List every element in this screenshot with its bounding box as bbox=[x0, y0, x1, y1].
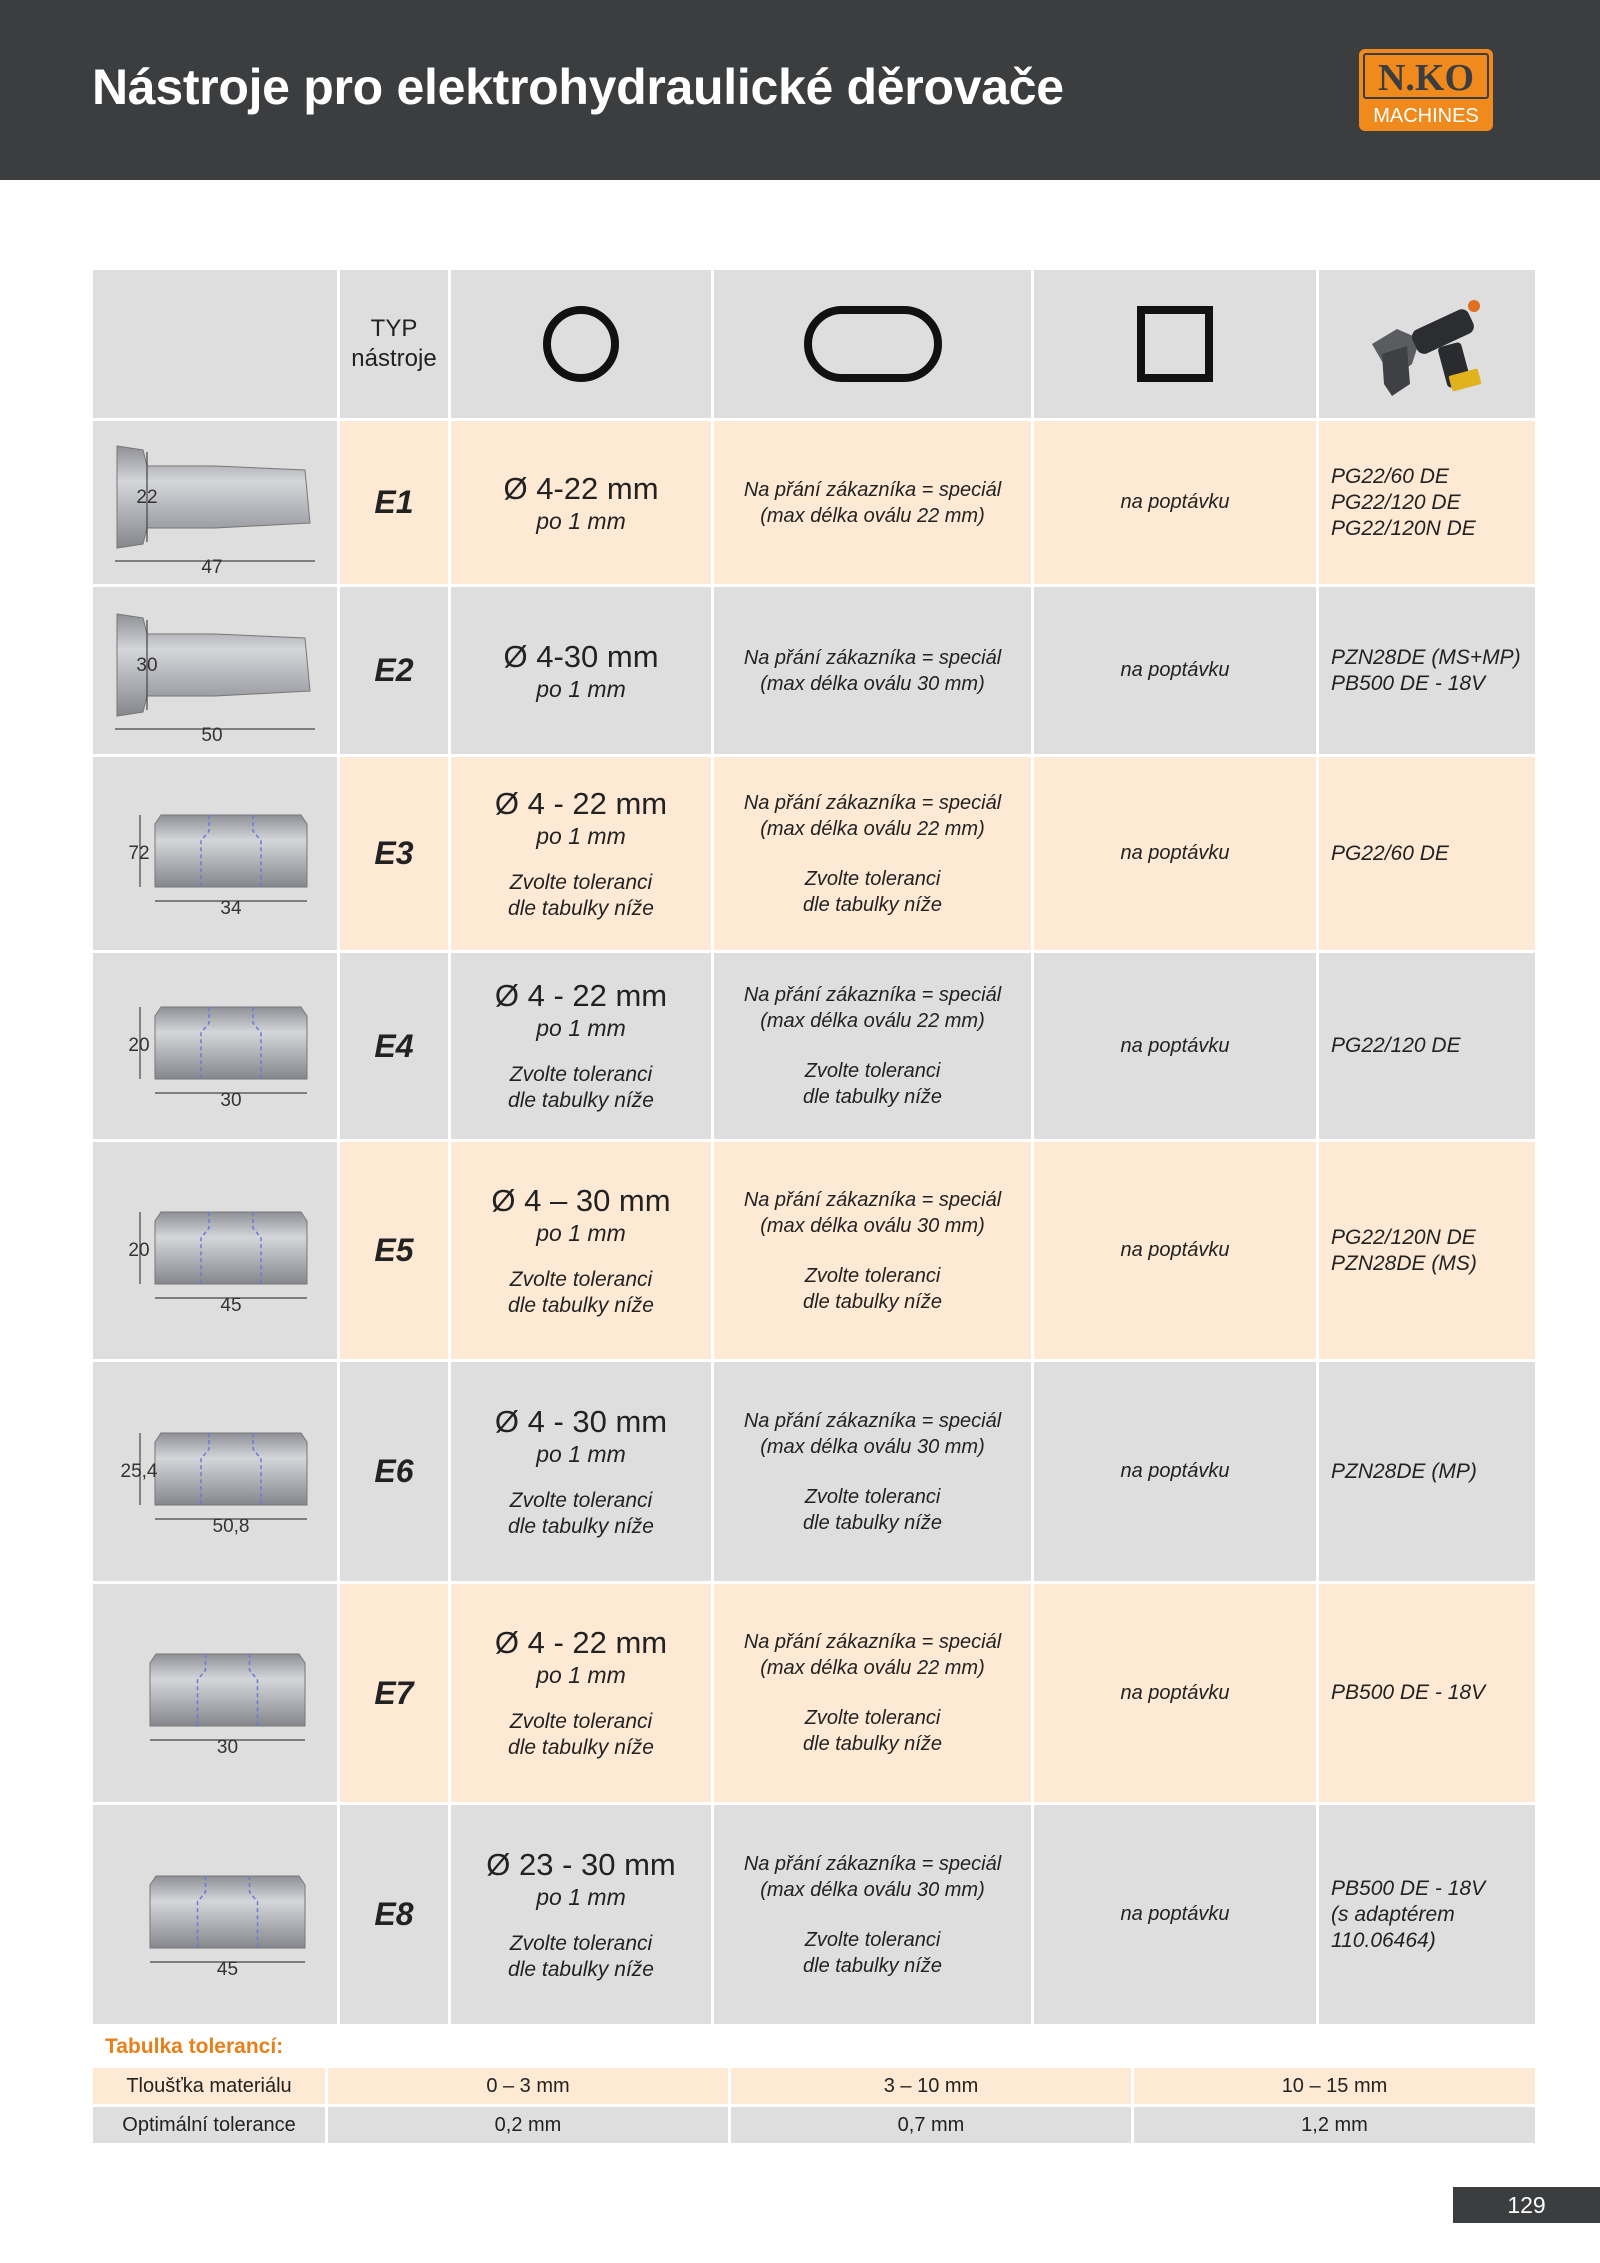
square-cell: na poptávku bbox=[1034, 587, 1319, 757]
tool-drawing bbox=[95, 428, 335, 578]
machine-name: PB500 DE - 18V bbox=[1331, 1681, 1486, 1704]
diameter-range: Ø 4 - 22 mm bbox=[494, 978, 668, 1013]
tolerance-note: Zvolte toleranci dle tabulky níže bbox=[508, 1931, 654, 1981]
tool-image-cell bbox=[93, 757, 340, 953]
machine-cell bbox=[1319, 587, 1535, 757]
oval-max: (max délka oválu 30 mm) bbox=[760, 672, 985, 695]
oval-header bbox=[714, 270, 1034, 421]
tolerance-note: Zvolte toleranci dle tabulky níže bbox=[508, 1063, 654, 1112]
tool-drawing bbox=[95, 1397, 335, 1547]
oval-cell bbox=[714, 757, 1034, 953]
oval-text: Na přání zákazníka = speciál bbox=[743, 478, 1002, 501]
oval-text: Na přání zákazníka = speciál bbox=[743, 646, 1002, 669]
tolerance-note: Zvolte toleranci dle tabulky níže bbox=[508, 1488, 654, 1538]
svg-text:72: 72 bbox=[128, 842, 150, 864]
oval-tolerance-note: Zvolte toleranci dle tabulky níže bbox=[803, 1485, 942, 1534]
diameter-cell bbox=[451, 757, 714, 953]
tool-code: E4 bbox=[340, 953, 451, 1142]
tolerance-cell: 1,2 mm bbox=[1134, 2107, 1535, 2146]
svg-text:50,8: 50,8 bbox=[212, 1515, 250, 1537]
machine-cell bbox=[1319, 1142, 1535, 1362]
tolerance-note: Zvolte toleranci dle tabulky níže bbox=[508, 1710, 654, 1759]
diameter-step: po 1 mm bbox=[536, 1440, 626, 1467]
oval-tolerance-note: Zvolte toleranci dle tabulky níže bbox=[803, 1707, 942, 1755]
diameter-step: po 1 mm bbox=[536, 1219, 626, 1246]
oval-cell bbox=[714, 421, 1034, 587]
brand-logo bbox=[1358, 48, 1494, 132]
tolerance-cell: 0 – 3 mm bbox=[328, 2068, 731, 2107]
tool-image-cell bbox=[93, 1142, 340, 1362]
page-header bbox=[0, 0, 1600, 180]
machine-name: PG22/120N DE bbox=[1331, 1225, 1476, 1249]
oval-cell bbox=[714, 587, 1034, 757]
typ-label: TYP bbox=[370, 315, 418, 342]
oval-tolerance-note: Zvolte toleranci dle tabulky níže bbox=[803, 1928, 942, 1977]
tolerance-note: Zvolte toleranci dle tabulky níže bbox=[508, 870, 654, 920]
square-header bbox=[1034, 270, 1319, 421]
hydraulic-punch-icon bbox=[1362, 284, 1492, 404]
tolerance-row-optimal bbox=[93, 2107, 1535, 2146]
machine-name: PZN28DE (MS+MP) bbox=[1331, 645, 1521, 669]
tolerance-title: Tabulka tolerancí: bbox=[105, 2035, 284, 2058]
machine-cell bbox=[1319, 1584, 1535, 1805]
tool-code: E5 bbox=[340, 1142, 451, 1362]
diameter-step: po 1 mm bbox=[536, 507, 626, 534]
svg-text:47: 47 bbox=[201, 556, 223, 578]
tool-drawing bbox=[95, 1840, 335, 1990]
svg-text:34: 34 bbox=[220, 897, 242, 919]
oval-text: Na přání zákazníka = speciál bbox=[743, 791, 1002, 814]
tolerance-cell: 0,2 mm bbox=[328, 2107, 731, 2146]
oval-cell bbox=[714, 1362, 1034, 1584]
diameter-cell bbox=[451, 1142, 714, 1362]
tool-image-cell bbox=[93, 1362, 340, 1584]
svg-text:30: 30 bbox=[216, 1737, 239, 1758]
tolerance-cell: Optimální tolerance bbox=[93, 2107, 328, 2146]
svg-text:20: 20 bbox=[128, 1239, 150, 1261]
svg-text:25,4: 25,4 bbox=[120, 1460, 158, 1482]
diameter-step: po 1 mm bbox=[536, 1662, 626, 1688]
oval-max: (max délka oválu 30 mm) bbox=[760, 1214, 985, 1237]
oval-tolerance-note: Zvolte toleranci dle tabulky níže bbox=[803, 867, 942, 916]
tolerance-cell: Tloušťka materiálu bbox=[93, 2068, 328, 2107]
tool-code: E7 bbox=[340, 1584, 451, 1805]
oval-cell bbox=[714, 1584, 1034, 1805]
square-cell: na poptávku bbox=[1034, 953, 1319, 1142]
tool-table bbox=[93, 270, 1535, 2027]
diameter-cell bbox=[451, 1584, 714, 1805]
svg-text:30: 30 bbox=[220, 1090, 242, 1111]
machine-cell bbox=[1319, 1362, 1535, 1584]
svg-text:45: 45 bbox=[220, 1294, 242, 1316]
machine-cell bbox=[1319, 953, 1535, 1142]
oval-cell bbox=[714, 953, 1034, 1142]
diameter-cell bbox=[451, 953, 714, 1142]
diameter-cell bbox=[451, 587, 714, 757]
machine-cell bbox=[1319, 1805, 1535, 2027]
circle-header bbox=[451, 270, 714, 421]
machine-name: PB500 DE - 18V bbox=[1331, 671, 1486, 695]
machine-name: (s adaptérem bbox=[1331, 1902, 1455, 1926]
svg-text:MACHINES: MACHINES bbox=[1373, 105, 1479, 127]
tool-code: E6 bbox=[340, 1362, 451, 1584]
typ-sublabel: nástroje bbox=[351, 345, 437, 372]
diameter-range: Ø 4 - 30 mm bbox=[494, 1403, 668, 1439]
square-cell: na poptávku bbox=[1034, 1805, 1319, 2027]
page-title: Nástroje pro elektrohydraulické děrovače bbox=[92, 59, 1064, 115]
page-number: 129 bbox=[1453, 2187, 1600, 2223]
machine-name: PG22/60 DE bbox=[1331, 841, 1449, 865]
machine-name: 110.06464) bbox=[1331, 1928, 1436, 1952]
diameter-range: Ø 23 - 30 mm bbox=[486, 1846, 676, 1882]
diameter-range: Ø 4-22 mm bbox=[503, 470, 659, 506]
machine-header bbox=[1319, 270, 1535, 421]
diameter-range: Ø 4 – 30 mm bbox=[491, 1182, 671, 1218]
diameter-step: po 1 mm bbox=[536, 822, 626, 849]
square-cell: na poptávku bbox=[1034, 757, 1319, 953]
diameter-cell bbox=[451, 421, 714, 587]
machine-name: PG22/120N DE bbox=[1331, 516, 1476, 540]
oval-max: (max délka oválu 22 mm) bbox=[760, 1657, 985, 1679]
oval-cell bbox=[714, 1805, 1034, 2027]
circle-icon bbox=[541, 304, 621, 384]
svg-text:N.KO: N.KO bbox=[1377, 57, 1475, 99]
square-cell: na poptávku bbox=[1034, 1362, 1319, 1584]
square-cell: na poptávku bbox=[1034, 1142, 1319, 1362]
diameter-range: Ø 4 - 22 mm bbox=[494, 785, 668, 821]
tool-code: E2 bbox=[340, 587, 451, 757]
svg-text:30: 30 bbox=[136, 654, 158, 676]
oval-icon bbox=[803, 304, 943, 384]
diameter-cell bbox=[451, 1362, 714, 1584]
tolerance-note: Zvolte toleranci dle tabulky níže bbox=[508, 1267, 654, 1317]
oval-max: (max délka oválu 22 mm) bbox=[760, 504, 985, 527]
tolerance-cell: 0,7 mm bbox=[731, 2107, 1134, 2146]
oval-cell bbox=[714, 1142, 1034, 1362]
tool-code: E3 bbox=[340, 757, 451, 953]
machine-name: PG22/120 DE bbox=[1331, 490, 1461, 514]
oval-tolerance-note: Zvolte toleranci dle tabulky níže bbox=[803, 1264, 942, 1313]
diameter-step: po 1 mm bbox=[536, 675, 626, 702]
table-row bbox=[93, 1584, 1535, 1805]
machine-name: PG22/120 DE bbox=[1331, 1034, 1461, 1057]
tool-drawing bbox=[95, 1618, 335, 1768]
oval-text: Na přání zákazníka = speciál bbox=[743, 984, 1002, 1006]
tool-drawing bbox=[95, 1176, 335, 1326]
tool-code: E8 bbox=[340, 1805, 451, 2027]
square-icon bbox=[1135, 304, 1215, 384]
tool-image-cell bbox=[93, 1805, 340, 2027]
table-row bbox=[93, 587, 1535, 757]
tool-image-cell bbox=[93, 421, 340, 587]
tolerance-cell: 3 – 10 mm bbox=[731, 2068, 1134, 2107]
tool-drawing bbox=[95, 971, 335, 1121]
oval-max: (max délka oválu 30 mm) bbox=[760, 1435, 985, 1458]
svg-text:22: 22 bbox=[136, 486, 158, 508]
header-blank-cell bbox=[93, 270, 340, 421]
diameter-range: Ø 4-30 mm bbox=[503, 638, 659, 674]
table-row bbox=[93, 1805, 1535, 2027]
typ-header bbox=[340, 270, 451, 421]
tolerance-table bbox=[93, 2068, 1535, 2146]
diameter-step: po 1 mm bbox=[536, 1883, 626, 1910]
tolerance-row-thickness bbox=[93, 2068, 1535, 2107]
tool-drawing bbox=[95, 596, 335, 746]
machine-name: PB500 DE - 18V bbox=[1331, 1876, 1486, 1900]
oval-max: (max délka oválu 22 mm) bbox=[760, 817, 985, 840]
square-cell: na poptávku bbox=[1034, 421, 1319, 587]
diameter-step: po 1 mm bbox=[536, 1015, 626, 1041]
table-row bbox=[93, 421, 1535, 587]
svg-text:20: 20 bbox=[128, 1035, 150, 1056]
tool-code: E1 bbox=[340, 421, 451, 587]
machine-name: PZN28DE (MP) bbox=[1331, 1459, 1477, 1483]
table-row bbox=[93, 1142, 1535, 1362]
oval-text: Na přání zákazníka = speciál bbox=[743, 1852, 1002, 1875]
oval-max: (max délka oválu 22 mm) bbox=[760, 1010, 985, 1032]
oval-text: Na přání zákazníka = speciál bbox=[743, 1631, 1002, 1653]
diameter-range: Ø 4 - 22 mm bbox=[494, 1625, 668, 1660]
oval-text: Na přání zákazníka = speciál bbox=[743, 1188, 1002, 1211]
tolerance-cell: 10 – 15 mm bbox=[1134, 2068, 1535, 2107]
table-row bbox=[93, 757, 1535, 953]
tool-image-cell bbox=[93, 1584, 340, 1805]
oval-text: Na přání zákazníka = speciál bbox=[743, 1409, 1002, 1432]
machine-cell bbox=[1319, 757, 1535, 953]
table-row bbox=[93, 953, 1535, 1142]
diameter-cell bbox=[451, 1805, 714, 2027]
table-row bbox=[93, 1362, 1535, 1584]
svg-text:50: 50 bbox=[201, 724, 223, 746]
machine-cell bbox=[1319, 421, 1535, 587]
svg-text:45: 45 bbox=[216, 1958, 239, 1980]
oval-tolerance-note: Zvolte toleranci dle tabulky níže bbox=[803, 1060, 942, 1108]
table-header-row bbox=[93, 270, 1535, 421]
oval-max: (max délka oválu 30 mm) bbox=[760, 1878, 985, 1901]
machine-name: PG22/60 DE bbox=[1331, 464, 1449, 488]
tool-image-cell bbox=[93, 587, 340, 757]
tool-drawing bbox=[95, 779, 335, 929]
square-cell: na poptávku bbox=[1034, 1584, 1319, 1805]
machine-name: PZN28DE (MS) bbox=[1331, 1251, 1477, 1275]
tool-image-cell bbox=[93, 953, 340, 1142]
